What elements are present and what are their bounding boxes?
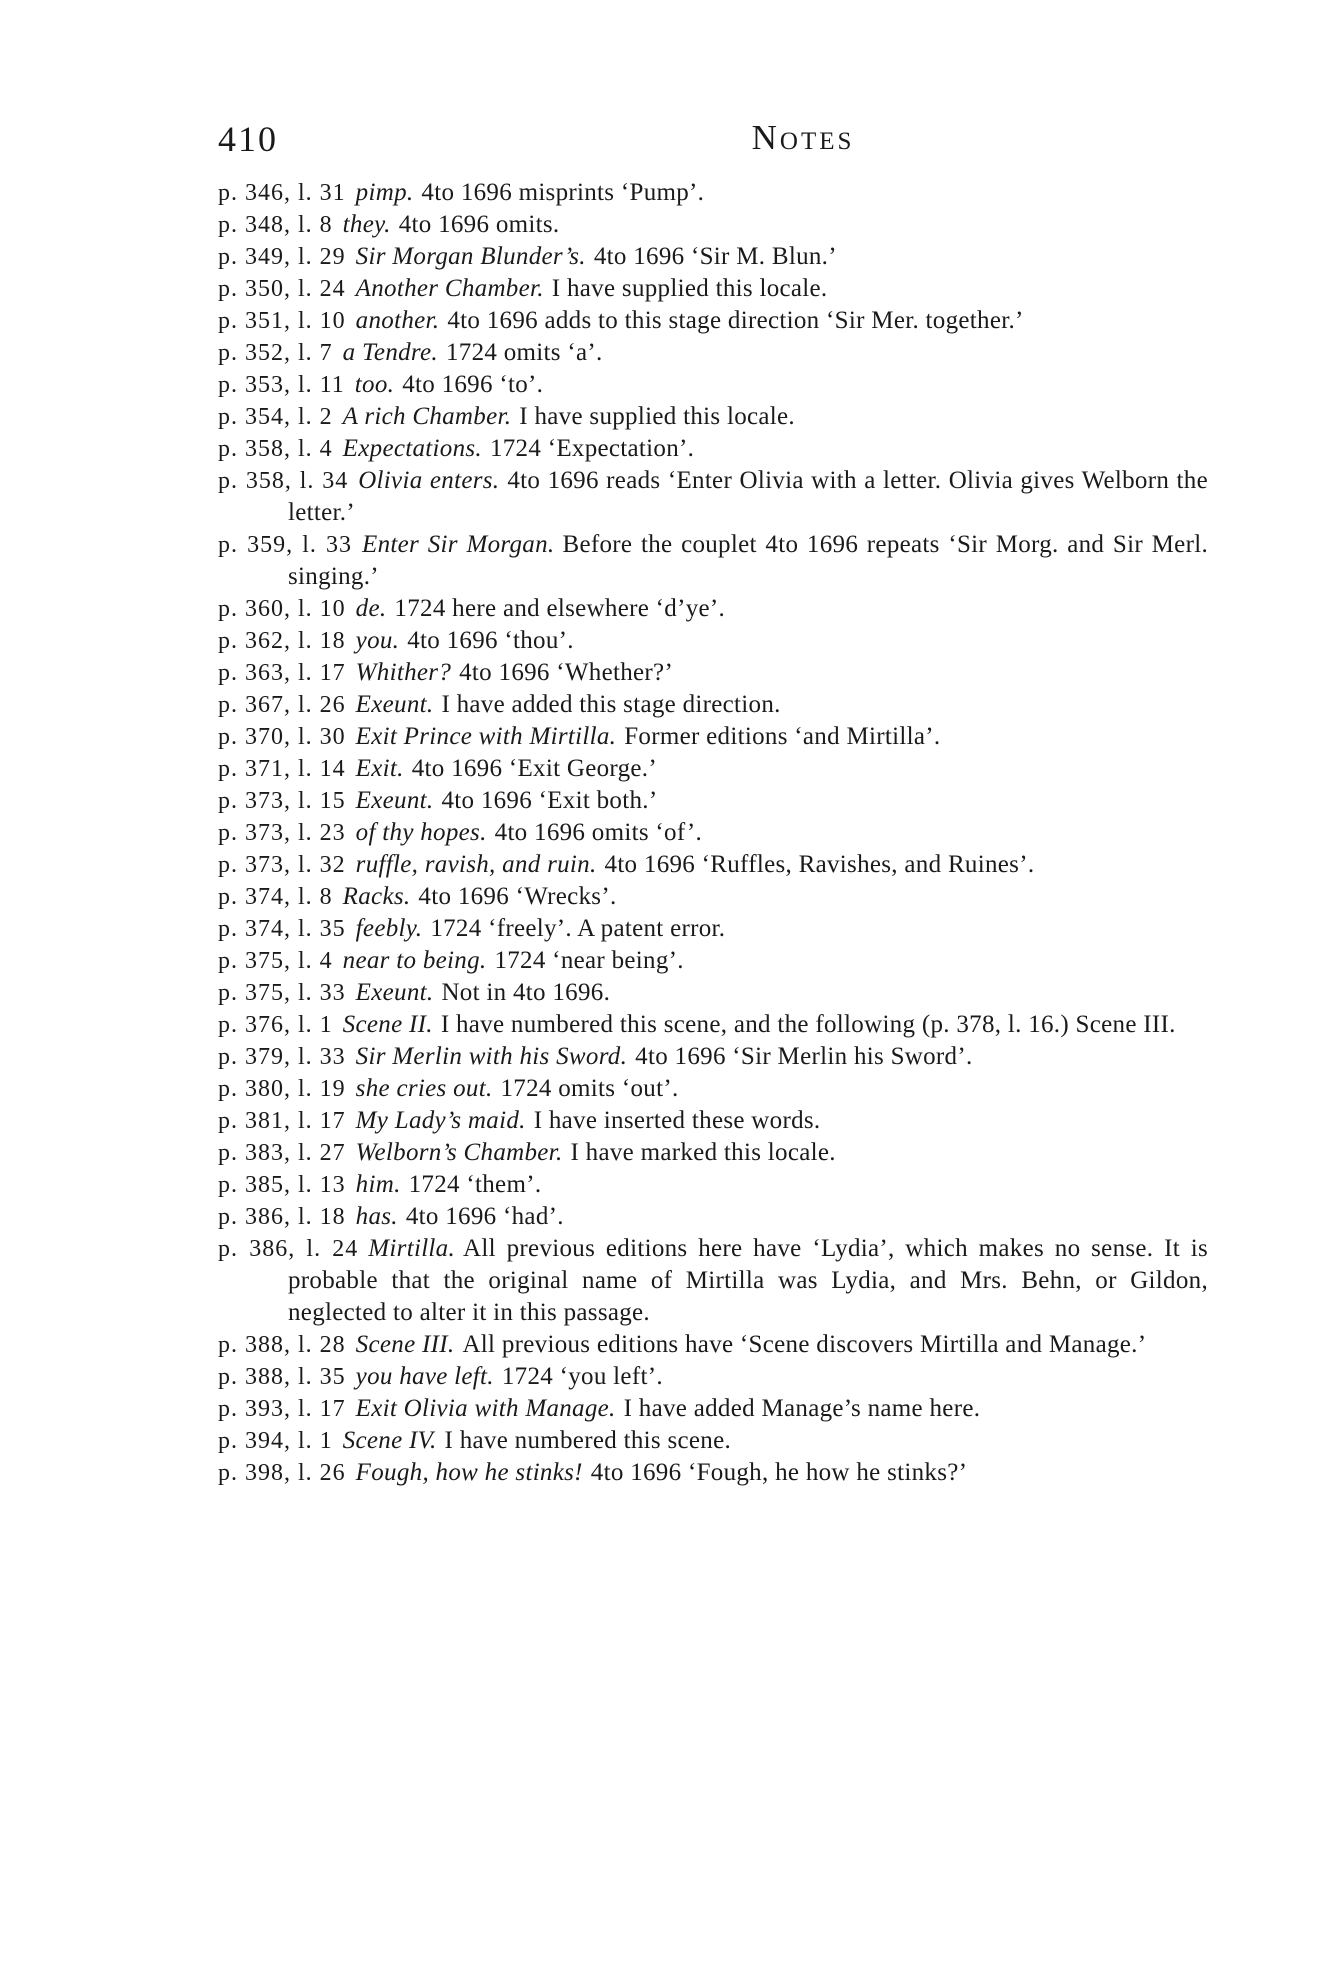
note-entry	[218, 1329, 1208, 1361]
note-entry	[218, 689, 1208, 721]
note-lemma: My Lady’s maid.	[355, 1107, 526, 1134]
note-reference: p. 374, l. 8	[218, 884, 333, 910]
note-reference: p. 375, l. 33	[218, 980, 346, 1006]
note-lemma: you have left.	[355, 1363, 494, 1390]
note-reference: p. 362, l. 18	[218, 628, 346, 654]
note-comment: 4to 1696 ‘had’.	[405, 1203, 564, 1230]
note-entry	[218, 273, 1208, 305]
note-comment: I have marked this locale.	[570, 1139, 836, 1166]
note-entry	[218, 369, 1208, 401]
note-entry	[218, 817, 1208, 849]
note-reference: p. 394, l. 1	[218, 1428, 333, 1454]
note-entry	[218, 465, 1208, 529]
note-lemma: A rich Chamber.	[342, 403, 512, 430]
note-lemma: near to being.	[342, 947, 487, 974]
note-reference: p. 374, l. 35	[218, 916, 346, 942]
note-reference: p. 358, l. 34	[218, 468, 349, 494]
note-comment: I have supplied this locale.	[551, 275, 828, 302]
note-reference: p. 350, l. 24	[218, 276, 346, 302]
note-comment: 1724 omits ‘out’.	[500, 1075, 679, 1102]
note-reference: p. 379, l. 33	[218, 1044, 346, 1070]
note-entry	[218, 529, 1208, 593]
note-reference: p. 376, l. 1	[218, 1012, 333, 1038]
note-reference: p. 375, l. 4	[218, 948, 333, 974]
page-number: 410	[218, 119, 278, 159]
note-lemma: ruffle, ravish, and ruin.	[355, 851, 597, 878]
note-lemma: feebly.	[355, 915, 423, 942]
note-reference: p. 358, l. 4	[218, 436, 333, 462]
note-reference: p. 349, l. 29	[218, 244, 346, 270]
note-reference: p. 388, l. 35	[218, 1364, 346, 1390]
note-lemma: Whither?	[355, 659, 452, 686]
note-comment: 4to 1696 ‘Fough, he how he stinks?’	[590, 1459, 968, 1486]
note-comment: 1724 ‘near being’.	[494, 947, 684, 974]
note-reference: p. 393, l. 17	[218, 1396, 346, 1422]
note-lemma: Exeunt.	[355, 979, 434, 1006]
note-reference: p. 359, l. 33	[218, 532, 353, 558]
note-reference: p. 388, l. 28	[218, 1332, 346, 1358]
note-comment: 4to 1696 adds to this stage direction ‘Sir Mer. together.’	[447, 307, 1024, 334]
note-lemma: Scene IV.	[342, 1427, 437, 1454]
note-lemma: pimp.	[355, 179, 414, 206]
note-lemma: Scene III.	[355, 1331, 455, 1358]
note-comment: 4to 1696 reads ‘Enter Olivia with a letter. Olivia gives Welborn the letter.’	[288, 467, 1208, 526]
note-comment: All previous editions have ‘Scene discovers Mirtilla and Manage.’	[462, 1331, 1147, 1358]
note-comment: Before the couplet 4to 1696 repeats ‘Sir Morg. and Sir Merl. singing.’	[288, 531, 1208, 590]
note-entry	[218, 1009, 1208, 1041]
note-entry	[218, 753, 1208, 785]
note-reference: p. 385, l. 13	[218, 1172, 346, 1198]
note-entry	[218, 1137, 1208, 1169]
note-entry	[218, 721, 1208, 753]
note-comment: 4to 1696 misprints ‘Pump’.	[421, 179, 705, 206]
note-lemma: Exeunt.	[355, 787, 434, 814]
note-lemma: you.	[355, 627, 400, 654]
note-lemma: of thy hopes.	[355, 819, 487, 846]
note-comment: I have numbered this scene, and the following (p. 378, l. 16.) Scene III.	[440, 1011, 1176, 1038]
note-entry	[218, 1073, 1208, 1105]
note-comment: 1724 here and elsewhere ‘d’ye’.	[394, 595, 726, 622]
note-reference: p. 367, l. 26	[218, 692, 346, 718]
note-lemma: him.	[355, 1171, 401, 1198]
note-entry	[218, 337, 1208, 369]
note-entry	[218, 305, 1208, 337]
note-comment: 1724 ‘Expectation’.	[489, 435, 695, 462]
notes-list	[218, 177, 1208, 1489]
note-lemma: Sir Morgan Blunder’s.	[355, 243, 586, 270]
note-comment: 4to 1696 ‘Exit George.’	[411, 755, 657, 782]
note-reference: p. 354, l. 2	[218, 404, 333, 430]
note-lemma: Welborn’s Chamber.	[355, 1139, 563, 1166]
note-comment: 1724 omits ‘a’.	[445, 339, 603, 366]
note-reference: p. 373, l. 23	[218, 820, 346, 846]
note-lemma: a Tendre.	[342, 339, 438, 366]
running-head: Notes	[751, 118, 855, 157]
note-entry	[218, 785, 1208, 817]
note-lemma: another.	[355, 307, 440, 334]
note-entry	[218, 1041, 1208, 1073]
note-entry	[218, 1233, 1208, 1329]
note-entry	[218, 1457, 1208, 1489]
note-reference: p. 386, l. 24	[218, 1236, 359, 1262]
note-lemma: Enter Sir Morgan.	[362, 531, 555, 558]
note-comment: I have added Manage’s name here.	[623, 1395, 981, 1422]
note-comment: 4to 1696 ‘Exit both.’	[441, 787, 658, 814]
note-reference: p. 381, l. 17	[218, 1108, 346, 1134]
note-comment: 4to 1696 ‘Sir Merlin his Sword’.	[635, 1043, 973, 1070]
note-entry	[218, 1105, 1208, 1137]
note-lemma: Another Chamber.	[355, 275, 544, 302]
note-entry	[218, 1425, 1208, 1457]
note-comment: I have numbered this scene.	[444, 1427, 732, 1454]
note-comment: All previous editions here have ‘Lydia’, which makes no sense. It is probable that the original name of Mirtilla was Lydia, and Mrs. Behn, or Gildon, neglected to alter it in this passage.	[288, 1235, 1208, 1326]
note-lemma: Exit Olivia with Manage.	[355, 1395, 616, 1422]
note-lemma: Exeunt.	[355, 691, 434, 718]
note-entry	[218, 849, 1208, 881]
note-lemma: Exit Prince with Mirtilla.	[355, 723, 617, 750]
note-comment: I have added this stage direction.	[441, 691, 781, 718]
note-entry	[218, 401, 1208, 433]
note-entry	[218, 1169, 1208, 1201]
note-comment: 4to 1696 omits ‘of’.	[494, 819, 703, 846]
note-lemma: she cries out.	[355, 1075, 493, 1102]
note-lemma: Scene II.	[342, 1011, 433, 1038]
page-header	[218, 118, 1208, 166]
note-comment: Not in 4to 1696.	[441, 979, 611, 1006]
note-comment: 1724 ‘them’.	[408, 1171, 542, 1198]
note-reference: p. 351, l. 10	[218, 308, 346, 334]
note-comment: I have supplied this locale.	[519, 403, 795, 430]
note-entry	[218, 209, 1208, 241]
note-comment: I have inserted these words.	[533, 1107, 821, 1134]
note-entry	[218, 593, 1208, 625]
note-lemma: Sir Merlin with his Sword.	[355, 1043, 628, 1070]
note-reference: p. 348, l. 8	[218, 212, 333, 238]
note-reference: p. 370, l. 30	[218, 724, 346, 750]
note-comment: 4to 1696 ‘Whether?’	[459, 659, 674, 686]
note-reference: p. 386, l. 18	[218, 1204, 346, 1230]
note-lemma: Fough, how he stinks!	[355, 1459, 583, 1486]
note-entry	[218, 625, 1208, 657]
note-entry	[218, 913, 1208, 945]
note-entry	[218, 945, 1208, 977]
note-lemma: they.	[342, 211, 391, 238]
note-comment: 1724 ‘you left’.	[501, 1363, 663, 1390]
note-entry	[218, 1201, 1208, 1233]
note-entry	[218, 1393, 1208, 1425]
note-lemma: Racks.	[342, 883, 411, 910]
note-reference: p. 346, l. 31	[218, 180, 346, 206]
note-reference: p. 353, l. 11	[218, 372, 345, 398]
note-entry	[218, 177, 1208, 209]
note-reference: p. 360, l. 10	[218, 596, 346, 622]
note-comment: 4to 1696 ‘Wrecks’.	[418, 883, 617, 910]
note-comment: 1724 ‘freely’. A patent error.	[430, 915, 726, 942]
note-reference: p. 352, l. 7	[218, 340, 333, 366]
note-reference: p. 373, l. 15	[218, 788, 346, 814]
note-reference: p. 383, l. 27	[218, 1140, 346, 1166]
note-lemma: de.	[355, 595, 387, 622]
note-lemma: has.	[355, 1203, 398, 1230]
note-reference: p. 371, l. 14	[218, 756, 346, 782]
note-lemma: Olivia enters.	[358, 467, 500, 494]
note-lemma: too.	[354, 371, 395, 398]
note-lemma: Expectations.	[342, 435, 482, 462]
note-comment: 4to 1696 ‘Ruffles, Ravishes, and Ruines’.	[604, 851, 1035, 878]
note-comment: 4to 1696 ‘thou’.	[407, 627, 574, 654]
note-comment: Former editions ‘and Mirtilla’.	[624, 723, 941, 750]
note-reference: p. 363, l. 17	[218, 660, 346, 686]
note-comment: 4to 1696 omits.	[398, 211, 560, 238]
note-lemma: Mirtilla.	[368, 1235, 456, 1262]
note-entry	[218, 657, 1208, 689]
note-entry	[218, 977, 1208, 1009]
note-lemma: Exit.	[355, 755, 404, 782]
note-reference: p. 373, l. 32	[218, 852, 346, 878]
note-entry	[218, 241, 1208, 273]
note-comment: 4to 1696 ‘to’.	[402, 371, 544, 398]
note-reference: p. 380, l. 19	[218, 1076, 346, 1102]
note-entry	[218, 1361, 1208, 1393]
note-reference: p. 398, l. 26	[218, 1460, 346, 1486]
note-entry	[218, 433, 1208, 465]
note-comment: 4to 1696 ‘Sir M. Blun.’	[593, 243, 837, 270]
note-entry	[218, 881, 1208, 913]
